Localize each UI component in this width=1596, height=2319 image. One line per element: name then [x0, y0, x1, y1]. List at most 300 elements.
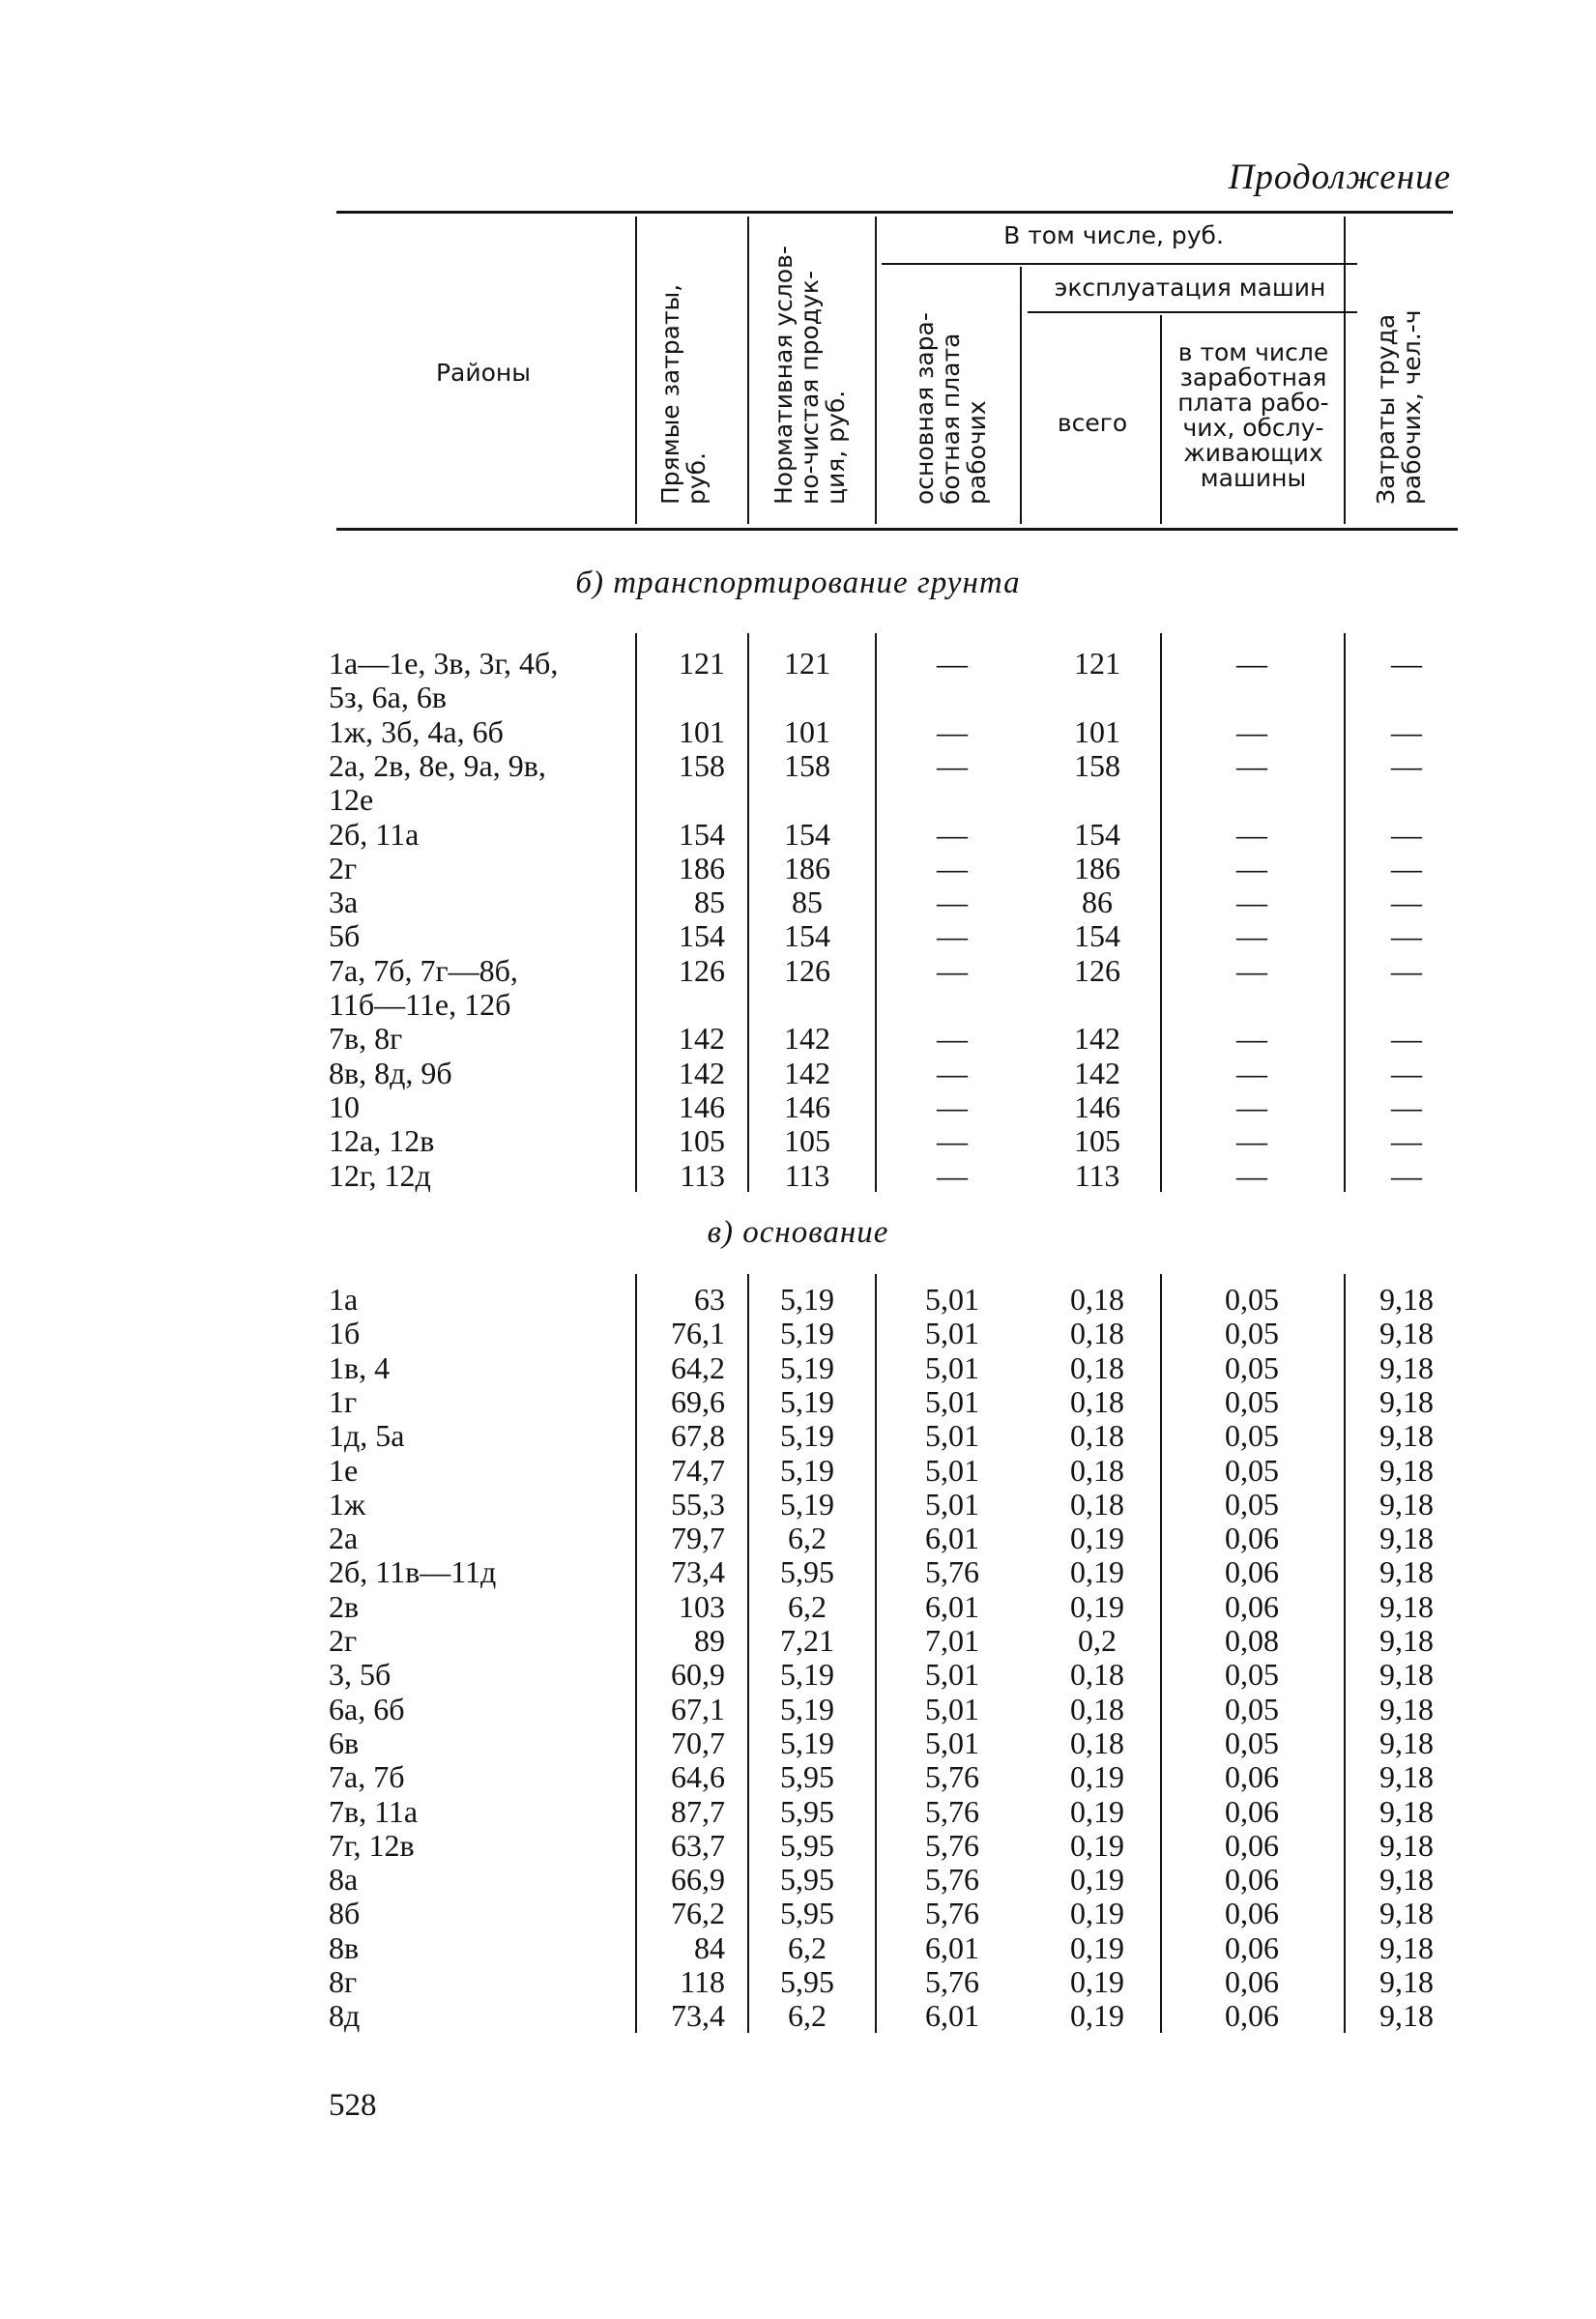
base-wage-cell: — — [937, 747, 968, 783]
normative-output-cell: 6,2 — [788, 1588, 827, 1624]
normative-output-cell: 5,95 — [780, 1759, 834, 1795]
machines-total-cell: 0,19 — [1070, 1929, 1124, 1965]
table-row — [0, 851, 1596, 885]
direct-costs-cell: 158 — [679, 747, 725, 783]
machines-wage-cell: — — [1236, 1055, 1267, 1090]
machines-total-cell: 0,19 — [1070, 1554, 1124, 1590]
labor-costs-cell: 9,18 — [1379, 1521, 1434, 1556]
direct-costs-cell: 154 — [679, 816, 725, 852]
machines-wage-cell: 0,05 — [1225, 1486, 1279, 1522]
base-wage-cell: — — [937, 1088, 968, 1124]
machines-wage-cell: 0,06 — [1225, 1827, 1279, 1863]
labor-costs-cell: 9,18 — [1379, 1418, 1434, 1454]
machines-total-cell: 105 — [1074, 1123, 1120, 1159]
machines-total-cell: 0,18 — [1070, 1418, 1124, 1454]
labor-costs-cell: — — [1391, 1157, 1422, 1193]
labor-costs-cell: — — [1391, 850, 1422, 885]
machines-total-cell: 0,18 — [1070, 1691, 1124, 1726]
base-wage-cell: 5,01 — [925, 1282, 979, 1317]
region-cell: 2б, 11а — [329, 816, 420, 852]
machines-wage-cell: 0,05 — [1225, 1657, 1279, 1693]
labor-costs-cell: 9,18 — [1379, 1588, 1434, 1624]
labor-costs-cell: — — [1391, 884, 1422, 920]
table-row-continuation — [0, 680, 1596, 714]
base-wage-cell: 5,01 — [925, 1418, 979, 1454]
labor-costs-cell: — — [1391, 1055, 1422, 1090]
machines-total-cell: 0,19 — [1070, 1827, 1124, 1863]
base-wage-cell: — — [937, 850, 968, 885]
region-cell: 7в, 11а — [329, 1793, 419, 1829]
region-cell: 1ж, 3б, 4а, 6б — [329, 713, 504, 749]
region-cell: 7в, 8г — [329, 1021, 403, 1057]
table-row — [0, 1158, 1596, 1193]
machines-total-cell: 142 — [1074, 1055, 1120, 1090]
direct-costs-cell: 74,7 — [671, 1452, 725, 1488]
table-row — [0, 953, 1596, 988]
base-wage-cell: — — [937, 646, 968, 681]
labor-costs-cell: 9,18 — [1379, 1929, 1434, 1965]
labor-costs-cell: 9,18 — [1379, 1349, 1434, 1385]
header-vline-2 — [747, 217, 749, 524]
direct-costs-cell: 118 — [680, 1964, 725, 1999]
normative-output-cell: 5,19 — [780, 1316, 834, 1351]
base-wage-cell: 6,01 — [925, 1929, 979, 1965]
region-cell: 1а—1е, 3в, 3г, 4б, — [329, 646, 559, 681]
base-wage-cell: 5,76 — [925, 1896, 979, 1931]
base-wage-header: основная зара- ботная плата рабочих — [911, 312, 991, 505]
base-wage-cell: — — [937, 952, 968, 988]
region-cell: 2б, 11в—11д — [329, 1554, 497, 1590]
normative-output-cell: 5,95 — [780, 1554, 834, 1590]
table-row — [0, 1930, 1596, 1965]
region-cell: 2а — [329, 1521, 359, 1556]
base-wage-cell: 6,01 — [925, 1588, 979, 1624]
machines-wage-cell: — — [1236, 646, 1267, 681]
labor-costs-cell: 9,18 — [1379, 1486, 1434, 1522]
region-cell: 2в — [329, 1588, 360, 1624]
base-wage-cell: — — [937, 884, 968, 920]
machines-total-cell: 0,19 — [1070, 1759, 1124, 1795]
region-cell: 8д — [329, 1998, 361, 2034]
labor-costs-cell: 9,18 — [1379, 1554, 1434, 1590]
machines-total-cell: 0,18 — [1070, 1316, 1124, 1351]
region-cell: 8г — [329, 1964, 358, 1999]
section-b-title: б) транспортирование грунта — [575, 565, 1021, 600]
machines-wage-cell: 0,05 — [1225, 1725, 1279, 1760]
base-wage-cell: — — [937, 918, 968, 954]
region-cell: 8в, 8д, 9б — [329, 1055, 452, 1090]
machines-total-cell: 0,18 — [1070, 1725, 1124, 1760]
labor-costs-cell: 9,18 — [1379, 1383, 1434, 1419]
region-cell: 1е — [329, 1452, 359, 1488]
base-wage-cell: 5,76 — [925, 1759, 979, 1795]
direct-costs-cell: 63,7 — [671, 1827, 725, 1863]
region-cell: 2г — [329, 850, 358, 885]
machines-wage-cell: — — [1236, 747, 1267, 783]
table-row — [0, 1418, 1596, 1453]
normative-output-cell: 5,95 — [780, 1827, 834, 1863]
labor-costs-cell: 9,18 — [1379, 1759, 1434, 1795]
machines-wage-cell: 0,06 — [1225, 1998, 1279, 2034]
table-row — [0, 884, 1596, 919]
labor-costs-cell: 9,18 — [1379, 1896, 1434, 1931]
region-cell: 10 — [329, 1088, 360, 1124]
base-wage-cell: — — [937, 1157, 968, 1193]
direct-costs-header: Прямые затраты, руб. — [656, 283, 711, 505]
table-row — [0, 1089, 1596, 1124]
machines-total-cell: 126 — [1074, 952, 1120, 988]
table-row — [0, 714, 1596, 749]
machines-total-cell: 0,19 — [1070, 1793, 1124, 1829]
machines-wage-cell: 0,05 — [1225, 1316, 1279, 1351]
direct-costs-cell: 73,4 — [671, 1554, 725, 1590]
machines-total-cell: 0,19 — [1070, 1862, 1124, 1898]
normative-output-cell: 5,19 — [780, 1452, 834, 1488]
table-row — [0, 1998, 1596, 2033]
machines-total-cell: 158 — [1074, 747, 1120, 783]
machines-total-cell: 154 — [1074, 816, 1120, 852]
labor-costs-cell: 9,18 — [1379, 1827, 1434, 1863]
normative-output-cell: 6,2 — [788, 1929, 827, 1965]
normative-output-cell: 5,19 — [780, 1725, 834, 1760]
region-cell: 5б — [329, 918, 361, 954]
machines-total-cell: 0,18 — [1070, 1452, 1124, 1488]
machines-total-cell: 0,19 — [1070, 1964, 1124, 1999]
labor-costs-cell: — — [1391, 918, 1422, 954]
table-row — [0, 646, 1596, 681]
machines-total-cell: 154 — [1074, 918, 1120, 954]
machines-total-cell: 0,2 — [1078, 1623, 1117, 1658]
direct-costs-cell: 186 — [679, 850, 725, 885]
region-cell: 1а — [329, 1282, 359, 1317]
districts-header: Районы — [435, 359, 532, 387]
machines-total-cell: 0,18 — [1070, 1282, 1124, 1317]
region-cell: 6а, 6б — [329, 1691, 405, 1726]
direct-costs-cell: 103 — [679, 1588, 725, 1624]
base-wage-cell: 6,01 — [925, 1998, 979, 2034]
region-cell: 2г — [329, 1623, 358, 1658]
region-cell: 3, 5б — [329, 1657, 392, 1693]
table-row — [0, 1828, 1596, 1863]
table-row — [0, 918, 1596, 953]
table-row — [0, 1021, 1596, 1056]
direct-costs-cell: 142 — [679, 1021, 725, 1057]
labor-costs-cell: 9,18 — [1379, 1452, 1434, 1488]
machines-wage-cell: 0,06 — [1225, 1896, 1279, 1931]
machines-total-cell: 0,19 — [1070, 1588, 1124, 1624]
labor-costs-cell: 9,18 — [1379, 1657, 1434, 1693]
direct-costs-cell: 60,9 — [671, 1657, 725, 1693]
base-wage-cell: 5,01 — [925, 1383, 979, 1419]
normative-output-cell: 5,19 — [780, 1282, 834, 1317]
header-vline-3 — [875, 217, 877, 524]
machines-wage-cell: — — [1236, 816, 1267, 852]
normative-output-cell: 5,19 — [780, 1349, 834, 1385]
machines-wage-cell: 0,05 — [1225, 1282, 1279, 1317]
table-row — [0, 1350, 1596, 1385]
machines-rule — [1028, 311, 1357, 313]
machine-operation-header: эксплуатация машин — [1054, 274, 1326, 302]
labor-costs-cell: — — [1391, 1021, 1422, 1057]
labor-costs-cell: 9,18 — [1379, 1964, 1434, 1999]
machines-wage-cell: 0,05 — [1225, 1349, 1279, 1385]
normative-output-cell: 126 — [784, 952, 830, 988]
region-cell: 8б — [329, 1896, 361, 1931]
direct-costs-cell: 76,1 — [671, 1316, 725, 1351]
machines-wage-cell: 0,06 — [1225, 1588, 1279, 1624]
table-row — [0, 1759, 1596, 1794]
region-cell: 7а, 7б — [329, 1759, 405, 1795]
normative-output-cell: 5,19 — [780, 1486, 834, 1522]
normative-output-cell: 85 — [792, 884, 823, 920]
header-bottom-rule — [336, 528, 1458, 531]
table-row-continuation — [0, 782, 1596, 817]
direct-costs-cell: 113 — [680, 1157, 725, 1193]
machines-wage-cell: 0,06 — [1225, 1862, 1279, 1898]
machines-wage-cell: — — [1236, 850, 1267, 885]
machines-total-cell: 0,19 — [1070, 1998, 1124, 2034]
labor-costs-cell: — — [1391, 816, 1422, 852]
direct-costs-cell: 121 — [679, 646, 725, 681]
section-c-title: в) основание — [707, 1215, 889, 1250]
region-cell: 2а, 2в, 8е, 9а, 9в, — [329, 747, 546, 783]
direct-costs-cell: 70,7 — [671, 1725, 725, 1760]
normative-output-cell: 121 — [784, 646, 830, 681]
machines-wage-cell: — — [1236, 1088, 1267, 1124]
page-number: 528 — [329, 2088, 377, 2123]
machines-wage-cell: — — [1236, 918, 1267, 954]
normative-output-cell: 5,95 — [780, 1896, 834, 1931]
base-wage-cell: 5,01 — [925, 1725, 979, 1760]
table-row — [0, 1725, 1596, 1760]
labor-costs-cell: — — [1391, 646, 1422, 681]
machines-wage-cell: — — [1236, 713, 1267, 749]
region-cell: 7а, 7б, 7г—8б, — [329, 952, 518, 988]
direct-costs-cell: 84 — [694, 1929, 725, 1965]
direct-costs-cell: 55,3 — [671, 1486, 725, 1522]
labor-costs-cell: — — [1391, 1123, 1422, 1159]
labor-costs-cell: — — [1391, 713, 1422, 749]
base-wage-cell: 5,01 — [925, 1452, 979, 1488]
region-cell: 1в, 4 — [329, 1349, 391, 1385]
normative-output-cell: 5,19 — [780, 1383, 834, 1419]
machines-wage-cell: 0,05 — [1225, 1418, 1279, 1454]
base-wage-cell: 5,01 — [925, 1657, 979, 1693]
base-wage-cell: 5,01 — [925, 1349, 979, 1385]
header-vline-4 — [1020, 267, 1022, 524]
machines-wage-cell: — — [1236, 884, 1267, 920]
base-wage-cell: — — [937, 1021, 968, 1057]
machines-wage-cell: 0,06 — [1225, 1964, 1279, 1999]
direct-costs-cell: 66,9 — [671, 1862, 725, 1898]
table-row — [0, 1056, 1596, 1090]
machines-total-cell: 86 — [1082, 884, 1113, 920]
machines-wage-cell: — — [1236, 1157, 1267, 1193]
direct-costs-cell: 67,1 — [671, 1691, 725, 1726]
table-row — [0, 1862, 1596, 1897]
normative-output-cell: 158 — [784, 747, 830, 783]
labor-costs-cell: 9,18 — [1379, 1282, 1434, 1317]
region-cell: 12г, 12д — [329, 1157, 431, 1193]
machines-wage-header: в том числе заработная плата рабо- чих, обслу- живающих машины — [1177, 338, 1329, 492]
machines-total-cell: 142 — [1074, 1021, 1120, 1057]
normative-output-cell: 142 — [784, 1021, 830, 1057]
base-wage-cell: 5,76 — [925, 1827, 979, 1863]
table-row — [0, 1554, 1596, 1589]
direct-costs-cell: 63 — [694, 1282, 725, 1317]
table-row — [0, 1384, 1596, 1419]
region-cell: 1б — [329, 1316, 361, 1351]
direct-costs-cell: 67,8 — [671, 1418, 725, 1454]
direct-costs-cell: 87,7 — [671, 1793, 725, 1829]
region-cell: 8а — [329, 1862, 359, 1898]
machines-wage-cell: 0,05 — [1225, 1452, 1279, 1488]
header-vline-1 — [635, 217, 637, 524]
direct-costs-cell: 73,4 — [671, 1998, 725, 2034]
direct-costs-cell: 146 — [679, 1088, 725, 1124]
base-wage-cell: 5,01 — [925, 1486, 979, 1522]
labor-costs-cell: 9,18 — [1379, 1691, 1434, 1726]
labor-costs-cell: 9,18 — [1379, 1793, 1434, 1829]
machines-wage-cell: 0,06 — [1225, 1759, 1279, 1795]
base-wage-cell: 5,76 — [925, 1554, 979, 1590]
machines-wage-cell: 0,05 — [1225, 1691, 1279, 1726]
table-row — [0, 1123, 1596, 1158]
region-cell: 1г — [329, 1383, 358, 1419]
labor-costs-cell: — — [1391, 952, 1422, 988]
normative-output-cell: 5,95 — [780, 1862, 834, 1898]
table-row — [0, 748, 1596, 783]
labor-costs-header: Затраты труда рабочих, чел.-ч — [1372, 309, 1426, 505]
machines-wage-cell: 0,06 — [1225, 1793, 1279, 1829]
direct-costs-cell: 142 — [679, 1055, 725, 1090]
direct-costs-cell: 64,2 — [671, 1349, 725, 1385]
base-wage-cell: — — [937, 1055, 968, 1090]
table-row — [0, 1282, 1596, 1317]
table-row-continuation — [0, 987, 1596, 1022]
machines-total-cell: 0,19 — [1070, 1521, 1124, 1556]
base-wage-cell: 6,01 — [925, 1521, 979, 1556]
normative-output-cell: 5,19 — [780, 1657, 834, 1693]
direct-costs-cell: 69,6 — [671, 1383, 725, 1419]
table-row — [0, 817, 1596, 852]
header-top-rule — [336, 211, 1453, 214]
machines-total-cell: 121 — [1074, 646, 1120, 681]
normative-output-cell: 186 — [784, 850, 830, 885]
machines-total-cell: 0,18 — [1070, 1349, 1124, 1385]
base-wage-cell: 5,76 — [925, 1793, 979, 1829]
direct-costs-cell: 105 — [679, 1123, 725, 1159]
normative-output-cell: 105 — [784, 1123, 830, 1159]
machines-total-cell: 101 — [1074, 713, 1120, 749]
direct-costs-cell: 154 — [679, 918, 725, 954]
table-row — [0, 1657, 1596, 1692]
including-rule — [882, 263, 1357, 265]
machines-wage-cell: 0,06 — [1225, 1929, 1279, 1965]
region-cell: 1д, 5а — [329, 1418, 405, 1454]
machines-total-cell: 0,18 — [1070, 1486, 1124, 1522]
labor-costs-cell: 9,18 — [1379, 1998, 1434, 2034]
labor-costs-cell: 9,18 — [1379, 1725, 1434, 1760]
table-row — [0, 1692, 1596, 1726]
normative-output-cell: 154 — [784, 816, 830, 852]
direct-costs-cell: 64,6 — [671, 1759, 725, 1795]
normative-output-cell: 5,95 — [780, 1793, 834, 1829]
machines-total-cell: 186 — [1074, 850, 1120, 885]
normative-output-cell: 5,95 — [780, 1964, 834, 1999]
region-cell: 8в — [329, 1929, 360, 1965]
table-row — [0, 1623, 1596, 1658]
machines-total-cell: 0,18 — [1070, 1383, 1124, 1419]
base-wage-cell: 7,01 — [925, 1623, 979, 1658]
normative-output-cell: 101 — [784, 713, 830, 749]
base-wage-cell: — — [937, 713, 968, 749]
base-wage-cell: 5,01 — [925, 1691, 979, 1726]
normative-output-cell: 7,21 — [780, 1623, 834, 1658]
machines-total-cell: 146 — [1074, 1088, 1120, 1124]
table-row — [0, 1487, 1596, 1522]
direct-costs-cell: 126 — [679, 952, 725, 988]
normative-output-cell: 5,19 — [780, 1691, 834, 1726]
machines-wage-cell: — — [1236, 1021, 1267, 1057]
continuation-label: Продолжение — [1228, 158, 1451, 197]
machines-total-cell: 0,19 — [1070, 1896, 1124, 1931]
base-wage-cell: — — [937, 816, 968, 852]
including-header: В том числе, руб. — [1003, 221, 1224, 249]
normative-output-cell: 5,19 — [780, 1418, 834, 1454]
table-row — [0, 1589, 1596, 1624]
labor-costs-cell: 9,18 — [1379, 1623, 1434, 1658]
table-row — [0, 1453, 1596, 1488]
machines-wage-cell: 0,06 — [1225, 1554, 1279, 1590]
labor-costs-cell: 9,18 — [1379, 1862, 1434, 1898]
base-wage-cell: 5,01 — [925, 1316, 979, 1351]
table-row — [0, 1521, 1596, 1555]
machines-wage-cell: 0,05 — [1225, 1383, 1279, 1419]
base-wage-cell: 5,76 — [925, 1862, 979, 1898]
normative-output-header: Нормативная услов- но-чистая продук- ция, руб. — [769, 246, 850, 505]
normative-output-cell: 113 — [784, 1157, 830, 1193]
direct-costs-cell: 101 — [679, 713, 725, 749]
region-cell-continuation: 5з, 6а, 6в — [329, 680, 447, 715]
machines-total-cell: 113 — [1074, 1157, 1120, 1193]
region-cell: 6в — [329, 1725, 360, 1760]
normative-output-cell: 146 — [784, 1088, 830, 1124]
machines-total-header: всего — [1057, 409, 1128, 437]
machines-total-cell: 0,18 — [1070, 1657, 1124, 1693]
machines-wage-cell: — — [1236, 952, 1267, 988]
header-vline-6 — [1344, 217, 1346, 524]
direct-costs-cell: 76,2 — [671, 1896, 725, 1931]
region-cell: 12а, 12в — [329, 1123, 435, 1159]
table-row — [0, 1964, 1596, 1999]
labor-costs-cell: — — [1391, 747, 1422, 783]
table-row — [0, 1316, 1596, 1350]
base-wage-cell: — — [937, 1123, 968, 1159]
region-cell-continuation: 11б—11е, 12б — [329, 987, 511, 1022]
region-cell: 1ж — [329, 1486, 366, 1522]
normative-output-cell: 6,2 — [788, 1998, 827, 2034]
machines-wage-cell: 0,06 — [1225, 1521, 1279, 1556]
table-row — [0, 1896, 1596, 1930]
machines-wage-cell: — — [1236, 1123, 1267, 1159]
normative-output-cell: 154 — [784, 918, 830, 954]
labor-costs-cell: — — [1391, 1088, 1422, 1124]
direct-costs-cell: 85 — [694, 884, 725, 920]
machines-wage-cell: 0,08 — [1225, 1623, 1279, 1658]
table-row — [0, 1794, 1596, 1829]
direct-costs-cell: 89 — [694, 1623, 725, 1658]
